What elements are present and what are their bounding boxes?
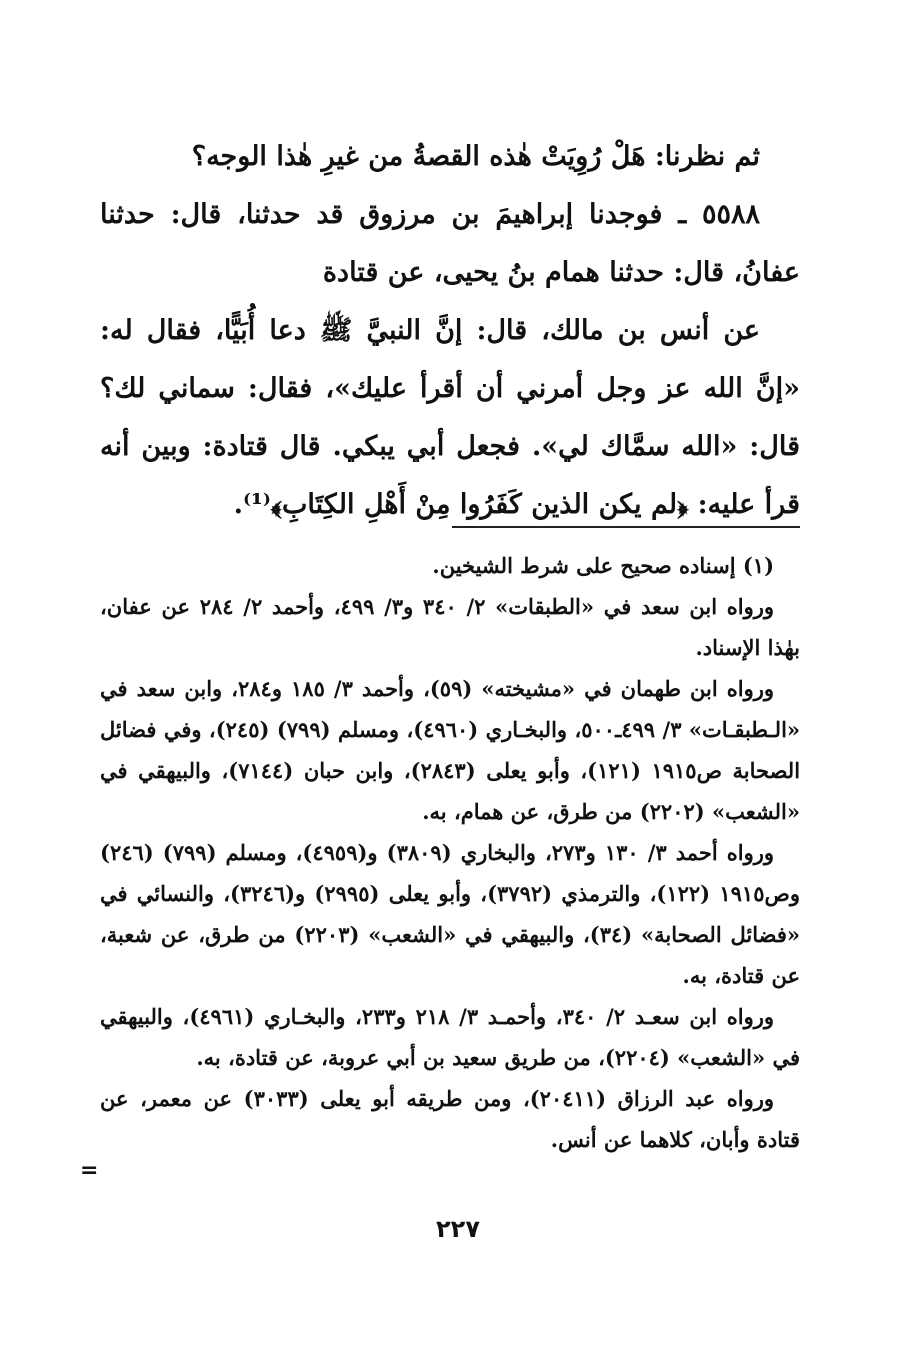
main-paragraph-question: ثم نظرنا: هَلْ رُوِيَتْ هٰذه القصةُ من غيرِ هٰذا الوجه؟ xyxy=(191,141,760,172)
footnote-ahmad: ورواه أحمد ٣/ ١٣٠ و٢٧٣، والبخاري (٣٨٠٩) و(٤٩٥٩)، ومسلم (٧٩٩) (٢٤٦) وص١٩١٥ (١٢٢)، والترمذي (٣٧٩٢)، وأبو يعلى (٢٩٩٥) و(٣٢٤٦)، والنسائي في «فضائل الصحابة» (٣٤)، والبيهقي في «الشعب» (٢٢٠٣) من طرق، عن شعبة، عن قتادة، به. xyxy=(100,840,801,988)
main-paragraph-matn: عن أنس بن مالك، قال: إنَّ النبيَّ ﷺ دعا أُبَيًّا، فقال له: «إنَّ الله عز وجل أمرني أن أقرأ عليك»، فقال: سماني لك؟ قال: «الله سمَّاك لي». فجعل أبي يبكي. قال قتادة: وبين أنه قرأ عليه: ﴿لم يكن الذين كَفَرُوا مِنْ أَهْلِ الكِتَابِ﴾⁽¹⁾. xyxy=(100,315,800,520)
footnote-ibn-saad-2: ورواه ابن سعـد ٢/ ٣٤٠، وأحمـد ٣/ ٢١٨ و٢٣٣، والبخـاري (٤٩٦١)، والبيهقي في «الشعب» (٢٢٠٤)، من طريق سعيد بن أبي عروبة، عن قتادة، به. xyxy=(100,1004,800,1070)
page-number: ٢٢٧ xyxy=(436,1215,480,1243)
footnote-ibn-saad: ورواه ابن سعد في «الطبقات» ٢/ ٣٤٠ و٣/ ٤٩٩، وأحمد ٢/ ٢٨٤ عن عفان، بهٰذا الإسناد. xyxy=(100,594,800,660)
continuation-mark: = xyxy=(80,1158,99,1183)
main-paragraph-isnad: ٥٥٨٨ ـ فوجدنا إبراهيمَ بن مرزوق قد حدثنا، قال: حدثنا عفانُ، قال: حدثنا همام بنُ يحيى، عن قتادة xyxy=(100,199,800,288)
footnote-abd-alrazzaq: ورواه عبد الرزاق (٢٠٤١١)، ومن طريقه أبو يعلى (٣٠٣٣) عن معمر، عن قتادة وأبان، كلاهما عن أنس. xyxy=(100,1086,800,1152)
footnote-1: (١) إسناده صحيح على شرط الشيخين. xyxy=(432,553,774,578)
main-text-block xyxy=(100,128,800,534)
footnotes-block xyxy=(100,545,800,1160)
footnote-divider xyxy=(452,526,800,528)
footnote-ibn-tahman: ورواه ابن طهمان في «مشيخته» (٥٩)، وأحمد ٣/ ١٨٥ و٢٨٤، وابن سعد في «الـطبقـات» ٣/ ٤٩٩ـ٥٠٠، والبخـاري (٤٩٦٠)، ومسلم (٧٩٩) (٢٤٥)، وفي فضائل الصحابة ص١٩١٥ (١٢١)، وأبو يعلى (٢٨٤٣)، وابن حبان (٧١٤٤)، والبيهقي في «الشعب» (٢٢٠٢) من طرق، عن همام، به. xyxy=(100,676,801,824)
